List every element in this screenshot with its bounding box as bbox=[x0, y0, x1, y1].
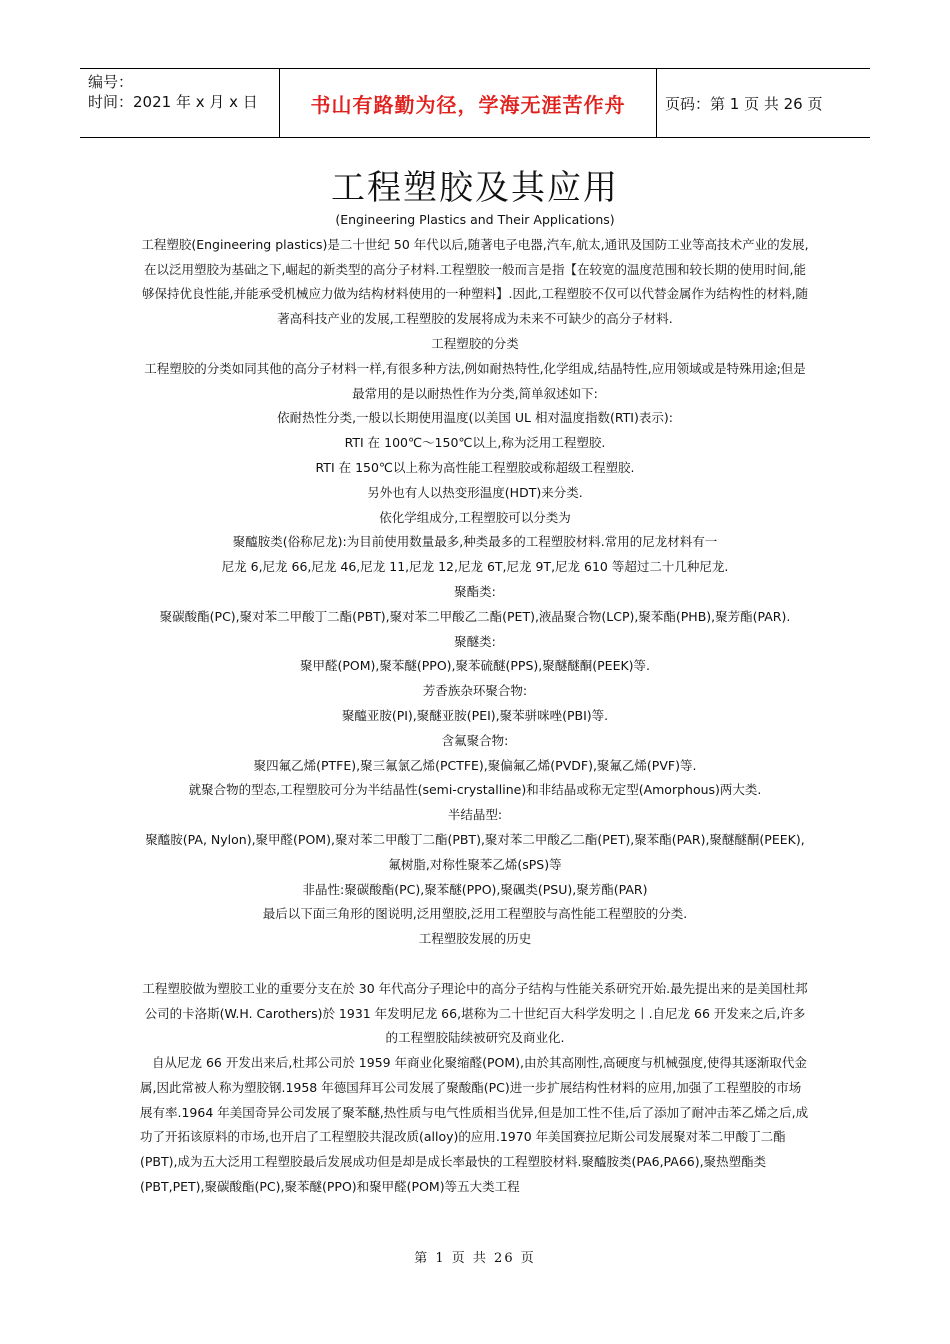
header-motto: 书山有路勤为径，学海无涯苦作舟 bbox=[280, 69, 657, 137]
document-subtitle: (Engineering Plastics and Their Applications) bbox=[335, 212, 615, 227]
subheading: 半结晶型: bbox=[447, 807, 503, 823]
document-title: 工程塑胶及其应用 bbox=[331, 168, 619, 208]
paragraph: 聚醯亚胺(PI),聚醚亚胺(PEI),聚苯骈咪唑(PBI)等. bbox=[341, 707, 609, 723]
document-header bbox=[80, 68, 870, 138]
paragraph: RTI 在 100℃～150℃以上,称为泛用工程塑胶. bbox=[344, 435, 606, 451]
header-code: 编号： bbox=[88, 73, 134, 91]
subheading: 聚酯类: bbox=[454, 583, 496, 599]
paragraph: RTI 在 150℃以上称为高性能工程塑胶或称超级工程塑胶. bbox=[315, 459, 635, 475]
subheading: 聚醚类: bbox=[454, 633, 496, 649]
paragraph: 尼龙 6,尼龙 66,尼龙 46,尼龙 11,尼龙 12,尼龙 6T,尼龙 9T,尼龙 610 等超过二十几种尼龙. bbox=[221, 559, 729, 575]
paragraph: 聚四氟乙烯(PTFE),聚三氟氯乙烯(PCTFE),聚偏氟乙烯(PVDF),聚氟乙烯(PVF)等. bbox=[253, 757, 697, 773]
header-meta bbox=[80, 69, 280, 137]
spacer bbox=[140, 952, 810, 977]
history-paragraph: 自从尼龙 66 开发出来后,杜邦公司於 1959 年商业化聚缩醛(POM),由於其高刚性,高硬度与机械强度,使得其逐渐取代金属,因此常被人称为塑胶钢.1958 年德国拜耳公司发展了聚酸酯(PC)进一步扩展结构性材料的应用,加强了工程塑胶的市场展有率.1964 年美国奇异公司发展了聚苯醚,热性质与电气性质相当优异,但是加工性不佳,后了添加了耐冲击苯乙烯之后,成功了开拓该原料的市场,也开启了工程塑胶共混改质(alloy)的应用.1970 年美国赛拉尼斯公司发展聚对苯二甲酸丁二酯(PBT),成为五大泛用工程塑胶最后发展成功但是却是成长率最快的工程塑胶材料.聚醯胺类(PA6,PA66),聚热塑酯类(PBT,PET),聚碳酸酯(PC),聚苯醚(PPO)和聚甲醛(POM)等五大类工程 bbox=[140, 1055, 809, 1195]
paragraph: 工程塑胶的分类如同其他的高分子材料一样,有很多种方法,例如耐热特性,化学组成,结晶特性,应用领域或是特殊用途;但是最常用的是以耐热性作为分类,简单叙述如下: bbox=[144, 360, 806, 401]
subheading: 含氟聚合物: bbox=[441, 732, 509, 748]
paragraph: 最后以下面三角形的图说明,泛用塑胶,泛用工程塑胶与高性能工程塑胶的分类. bbox=[262, 906, 688, 922]
paragraph: 就聚合物的型态,工程塑胶可分为半结晶性(semi-crystalline)和非结晶或称无定型(Amorphous)两大类. bbox=[188, 782, 762, 798]
document-body bbox=[140, 208, 810, 1200]
header-date: 时间：2021 年 x 月 x 日 bbox=[88, 93, 258, 111]
history-paragraph: 工程塑胶做为塑胶工业的重要分支在於 30 年代高分子理论中的高分子结构与性能关系研究开始.最先提出来的是美国杜邦公司的卡洛斯(W.H. Carothers)於 1931 年发明尼龙 66,堪称为二十世纪百大科学发明之丨.自尼龙 66 开发来之后,许多的工程塑胶陆续被研究及商业化. bbox=[142, 980, 808, 1046]
paragraph: 聚甲醛(POM),聚苯醚(PPO),聚苯硫醚(PPS),聚醚醚酮(PEEK)等. bbox=[299, 658, 651, 674]
paragraph: 依化学组成分,工程塑胶可以分类为 bbox=[379, 509, 571, 525]
header-page-info: 页码：第 1 页 共 26 页 bbox=[665, 94, 823, 113]
subheading: 芳香族杂环聚合物: bbox=[422, 683, 528, 699]
page-footer: 第 1 页 共 26 页 bbox=[414, 1251, 536, 1266]
paragraph: 工程塑胶(Engineering plastics)是二十世纪 50 年代以后,随著电子电器,汽车,航太,通讯及国防工业等高技术产业的发展,在以泛用塑胶为基础之下,崛起的新类型的高分子材料.工程塑胶一般而言是指【在较宽的温度范围和较长期的使用时间,能够保持优良性能,并能承受机械应力做为结构材料使用的一种塑料】.因此,工程塑胶不仅可以代替金属作为结构性的材料,随著高科技产业的发展,工程塑胶的发展将成为未来不可缺少的高分子材料. bbox=[141, 236, 809, 327]
section-heading: 工程塑胶的分类 bbox=[431, 335, 519, 351]
paragraph: 聚碳酸酯(PC),聚对苯二甲酸丁二酯(PBT),聚对苯二甲酸乙二酯(PET),液晶聚合物(LCP),聚苯酯(PHB),聚芳酯(PAR). bbox=[159, 608, 791, 624]
paragraph: 聚醯胺(PA, Nylon),聚甲醛(POM),聚对苯二甲酸丁二酯(PBT),聚对苯二甲酸乙二酯(PET),聚苯酯(PAR),聚醚醚酮(PEEK),氟树脂,对称性聚苯乙烯(sPS)等 bbox=[145, 831, 805, 872]
section-heading: 工程塑胶发展的历史 bbox=[418, 931, 532, 947]
paragraph: 非晶性:聚碳酸酯(PC),聚苯醚(PPO),聚碸类(PSU),聚芳酯(PAR) bbox=[302, 881, 648, 897]
paragraph: 依耐热性分类,一般以长期使用温度(以美国 UL 相对温度指数(RTI)表示): bbox=[277, 410, 673, 426]
paragraph: 聚醯胺类(俗称尼龙):为目前使用数量最多,种类最多的工程塑胶材料.常用的尼龙材料有一 bbox=[232, 534, 718, 550]
paragraph: 另外也有人以热变形温度(HDT)来分类. bbox=[367, 484, 583, 500]
